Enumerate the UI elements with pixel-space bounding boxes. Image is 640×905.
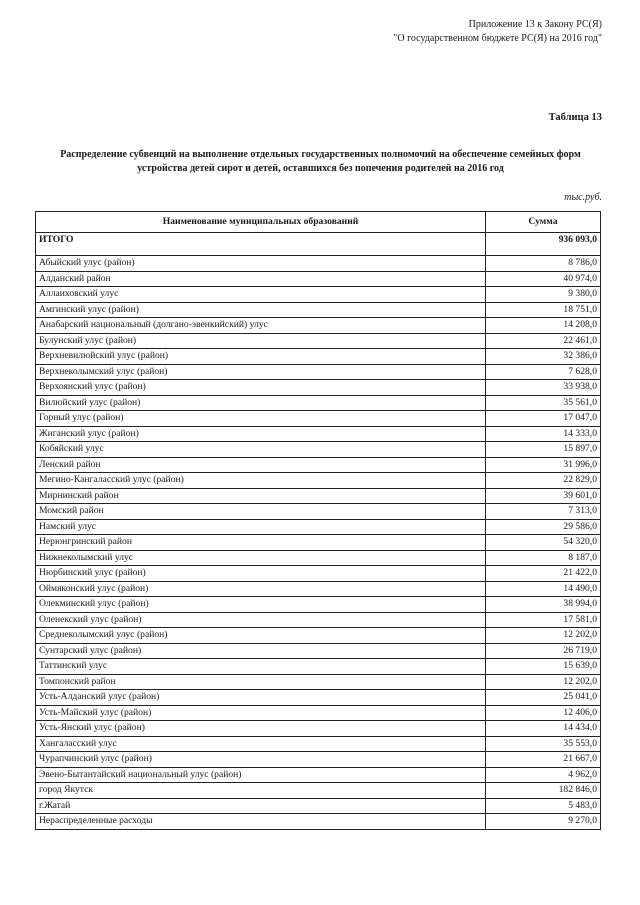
municipality-sum: 17 581,0 (486, 612, 601, 628)
municipality-sum: 14 208,0 (486, 318, 601, 334)
units-label: тыс.руб. (564, 192, 602, 203)
municipality-sum: 9 380,0 (486, 287, 601, 303)
municipality-sum: 32 386,0 (486, 349, 601, 365)
municipality-sum: 15 897,0 (486, 442, 601, 458)
subsidy-table (35, 211, 601, 830)
table-row (36, 628, 601, 644)
municipality-name: Нераспределенные расходы (36, 814, 486, 830)
municipality-sum: 35 553,0 (486, 736, 601, 752)
municipality-sum: 12 406,0 (486, 705, 601, 721)
municipality-name: Момский район (36, 504, 486, 520)
municipality-sum: 14 490,0 (486, 581, 601, 597)
municipality-sum: 31 996,0 (486, 457, 601, 473)
municipality-sum: 182 846,0 (486, 783, 601, 799)
table-row (36, 566, 601, 582)
table-header-row (36, 212, 601, 233)
municipality-sum: 35 561,0 (486, 395, 601, 411)
municipality-name: Верхневилюйский улус (район) (36, 349, 486, 365)
appendix-line-1: Приложение 13 к Закону РС(Я) (468, 19, 602, 30)
municipality-name: Амгинский улус (район) (36, 302, 486, 318)
municipality-name: Оленекский улус (район) (36, 612, 486, 628)
table-row (36, 364, 601, 380)
table-row (36, 612, 601, 628)
municipality-name: город Якутск (36, 783, 486, 799)
municipality-sum: 33 938,0 (486, 380, 601, 396)
table-row (36, 504, 601, 520)
municipality-name: Усть-Янский улус (район) (36, 721, 486, 737)
table-row (36, 318, 601, 334)
municipality-name: г.Жатай (36, 798, 486, 814)
table-row (36, 349, 601, 365)
table-row (36, 380, 601, 396)
municipality-name: Булунский улус (район) (36, 333, 486, 349)
table-row (36, 302, 601, 318)
municipality-name: Горный улус (район) (36, 411, 486, 427)
municipality-sum: 15 639,0 (486, 659, 601, 675)
table-row (36, 271, 601, 287)
municipality-sum: 39 601,0 (486, 488, 601, 504)
table-number: Таблица 13 (548, 112, 602, 123)
table-row (36, 287, 601, 303)
table-row (36, 473, 601, 489)
municipality-sum: 12 202,0 (486, 628, 601, 644)
table-row (36, 395, 601, 411)
municipality-sum: 8 786,0 (486, 256, 601, 272)
municipality-name: Эвено-Бытантайский национальный улус (район) (36, 767, 486, 783)
municipality-name: Кобяйский улус (36, 442, 486, 458)
table-row (36, 690, 601, 706)
municipality-sum: 38 994,0 (486, 597, 601, 613)
municipality-name: Хангаласский улус (36, 736, 486, 752)
table-row (36, 783, 601, 799)
municipality-sum: 18 751,0 (486, 302, 601, 318)
title-line-2: устройства детей сирот и детей, оставшихся без попечения родителей на 2016 год (137, 163, 504, 174)
municipality-name: Абыйский улус (район) (36, 256, 486, 272)
municipality-name: Ленский район (36, 457, 486, 473)
municipality-name: Мегино-Кангаласский улус (район) (36, 473, 486, 489)
municipality-sum: 26 719,0 (486, 643, 601, 659)
table-row (36, 721, 601, 737)
municipality-name: Нюрбинский улус (район) (36, 566, 486, 582)
municipality-name: Жиганский улус (район) (36, 426, 486, 442)
municipality-name: Таттинский улус (36, 659, 486, 675)
table-row (36, 705, 601, 721)
total-label: ИТОГО (36, 233, 486, 256)
municipality-sum: 14 333,0 (486, 426, 601, 442)
total-row (36, 233, 601, 256)
table-row (36, 674, 601, 690)
table-row (36, 535, 601, 551)
table-row (36, 519, 601, 535)
municipality-sum: 21 422,0 (486, 566, 601, 582)
municipality-sum: 17 047,0 (486, 411, 601, 427)
table-row (36, 333, 601, 349)
municipality-name: Оймяконский улус (район) (36, 581, 486, 597)
municipality-name: Аллаиховский улус (36, 287, 486, 303)
municipality-sum: 22 829,0 (486, 473, 601, 489)
municipality-sum: 14 434,0 (486, 721, 601, 737)
municipality-sum: 7 313,0 (486, 504, 601, 520)
municipality-sum: 12 202,0 (486, 674, 601, 690)
municipality-name: Усть-Майский улус (район) (36, 705, 486, 721)
municipality-name: Верхоянский улус (район) (36, 380, 486, 396)
table-row (36, 798, 601, 814)
municipality-sum: 25 041,0 (486, 690, 601, 706)
total-sum: 936 093,0 (486, 233, 601, 256)
table-row (36, 597, 601, 613)
municipality-name: Олекминский улус (район) (36, 597, 486, 613)
municipality-name: Вилюйский улус (район) (36, 395, 486, 411)
table-row (36, 457, 601, 473)
municipality-sum: 21 667,0 (486, 752, 601, 768)
column-header-name: Наименование муниципальных образований (36, 212, 486, 233)
table-row (36, 411, 601, 427)
municipality-name: Анабарский национальный (долгано-эвенкийский) улус (36, 318, 486, 334)
document-title (38, 148, 603, 176)
table-row (36, 442, 601, 458)
table-row (36, 767, 601, 783)
table-row (36, 581, 601, 597)
municipality-name: Томпонский район (36, 674, 486, 690)
table-row (36, 659, 601, 675)
table-row (36, 256, 601, 272)
table-row (36, 814, 601, 830)
municipality-name: Намский улус (36, 519, 486, 535)
municipality-name: Сунтарский улус (район) (36, 643, 486, 659)
column-header-sum: Сумма (486, 212, 601, 233)
table-row (36, 736, 601, 752)
municipality-sum: 22 461,0 (486, 333, 601, 349)
municipality-name: Нерюнгринский район (36, 535, 486, 551)
table-row (36, 643, 601, 659)
municipality-name: Нижнеколымский улус (36, 550, 486, 566)
municipality-sum: 4 962,0 (486, 767, 601, 783)
municipality-sum: 40 974,0 (486, 271, 601, 287)
title-line-1: Распределение субвенций на выполнение отдельных государственных полномочий на обеспечение семейных форм (60, 149, 581, 160)
municipality-name: Мирнинский район (36, 488, 486, 504)
municipality-name: Алданский район (36, 271, 486, 287)
municipality-sum: 5 483,0 (486, 798, 601, 814)
municipality-name: Среднеколымский улус (район) (36, 628, 486, 644)
municipality-name: Верхнеколымский улус (район) (36, 364, 486, 380)
municipality-sum: 29 586,0 (486, 519, 601, 535)
table-row (36, 488, 601, 504)
table-row (36, 426, 601, 442)
table-row (36, 752, 601, 768)
municipality-sum: 54 320,0 (486, 535, 601, 551)
municipality-sum: 8 187,0 (486, 550, 601, 566)
municipality-sum: 9 270,0 (486, 814, 601, 830)
appendix-line-2: "О государственном бюджете РС(Я) на 2016 год" (393, 33, 602, 44)
municipality-sum: 7 628,0 (486, 364, 601, 380)
municipality-name: Чурапчинский улус (район) (36, 752, 486, 768)
municipality-name: Усть-Алданский улус (район) (36, 690, 486, 706)
table-row (36, 550, 601, 566)
appendix-reference (393, 18, 602, 46)
